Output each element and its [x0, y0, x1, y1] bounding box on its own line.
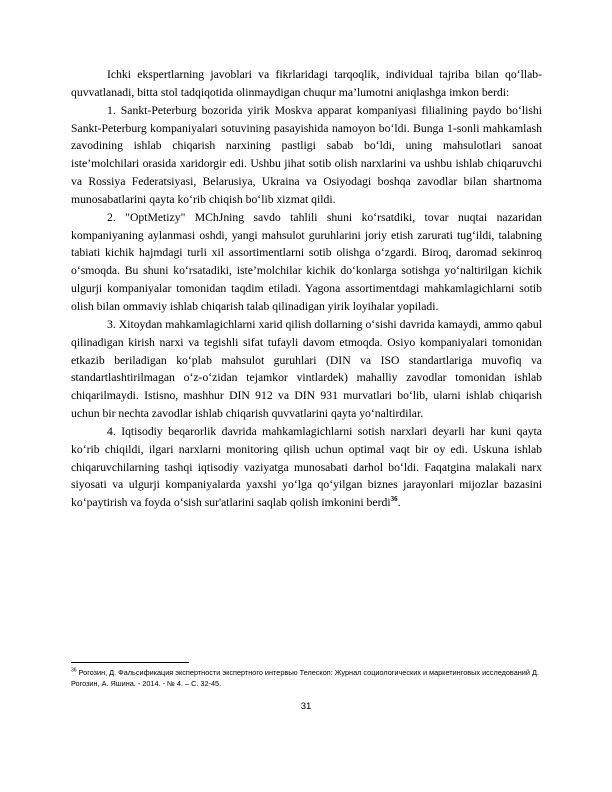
list-item-4-text: 4. Iqtisodiy beqarorlik davrida mahkamlagichlarni sotish narxlari deyarli har kuni qayta ko‘rib chiqildi, ilgari narxlarni monitoring qilish uchun optimal vaqt bir oy edi. Uskuna ishlab chiqaruvchilarning tashqi iqtisodiy vaziyatga munosabati darhol bo‘ldi. Faqatgina malakali narx siyosati va ulgurji kompaniyalarda yaxshi yo‘lga qo‘yilgan biznes jarayonlari mijozlar bazasini ko‘paytirish va foyda o‘sish sur'atlarini saqlab qolish imkonini berdi — [71, 424, 542, 510]
footnote-marker: 36 — [71, 667, 77, 674]
list-item-3: 3. Xitoydan mahkamlagichlarni xarid qilish dollarning o‘sishi davrida kamaydi, ammo qabul qilinadigan kirish narxi va tegishli sifat tufayli davom etmoqda. Osiyo kompaniyalari tomonidan etkazib beriladigan ko‘plab mahsulot guruhlari (DIN va ISO standartlariga muvofiq va standartlashtirilmagan o‘z-o‘zidan tejamkor vintlardek) mahalliy zavodlar tomonidan ishlab chiqarilmaydi. Istisno, mashhur DIN 912 va DIN 931 murvatlari bo‘lib, ularni ishlab chiqarish uchun bir nechta zavodlar ishlab chiqarish quvvatlarini qayta yo‘naltirdilar. — [71, 317, 542, 421]
list-item-4-end: . — [397, 496, 401, 510]
footnote — [71, 667, 541, 689]
footnote-divider — [71, 662, 189, 663]
page-number: 31 — [300, 701, 312, 712]
body-text — [71, 66, 542, 512]
footnote-reference[interactable]: 36 — [390, 495, 398, 504]
list-item-4 — [71, 423, 542, 512]
footnote-text: Рогозин, Д. Фальсификация экспертности экспертного интервью Телескоп: Журнал социологических и маркетинговых исследований Д. Рогозин, А. Яшина. - 2014. - № 4. – С. 32-45. — [71, 668, 539, 688]
intro-paragraph: Ichki ekspertlarning javoblari va fikrlaridagi tarqoqlik, individual tajriba bilan qo‘llab-quvvatlanadi, bitta stol tadqiqotida olinmaydigan chuqur ma’lumotni aniqlashga imkon berdi: — [71, 68, 542, 99]
list-item-1: 1. Sankt-Peterburg bozorida yirik Moskva apparat kompaniyasi filialining paydo bo‘lishi Sankt-Peterburg kompaniyalari sotuvining pasayishida namoyon bo‘ldi. Bunga 1-sonli mahkamlash zavodining ishlab chiqarish narxining pastligi sabab bo‘ldi, uning mahsulotlari sanoat iste’molchilari orasida xaridorgir edi. Ushbu jihat sotib olish narxlarini va ushbu ishlab chiqaruvchi va Rossiya Federatsiyasi, Belarusiya, Ukraina va Osiyodagi boshqa zavodlar bilan shartnoma munosabatlarini qayta ko‘rib chiqish bo‘lib xizmat qildi. — [71, 103, 542, 206]
list-item-2: 2. "OptMetizy" MChJning savdo tahlili shuni ko‘rsatdiki, tovar nuqtai nazaridan kompaniyaning aylanmasi oshdi, yangi mahsulot guruhlarini joriy etish zarurati tug‘ildi, talabning tabiati kichik hajmdagi turli xil assortimentlarni sotib olishga o‘zgardi. Biroq, daromad sekinroq o‘smoqda. Bu shuni ko‘rsatadiki, iste’molchilar kichik do‘konlarga sotishga yo‘naltirilgan kichik ulgurji kompaniyalar tomonidan taqdim etiladi. Yagona assortimentdagi mahkamlagichlarni sotib olish bilan ommaviy ishlab chiqarish talab qilinadigan yirik loyihalar yopiladi. — [71, 210, 542, 313]
